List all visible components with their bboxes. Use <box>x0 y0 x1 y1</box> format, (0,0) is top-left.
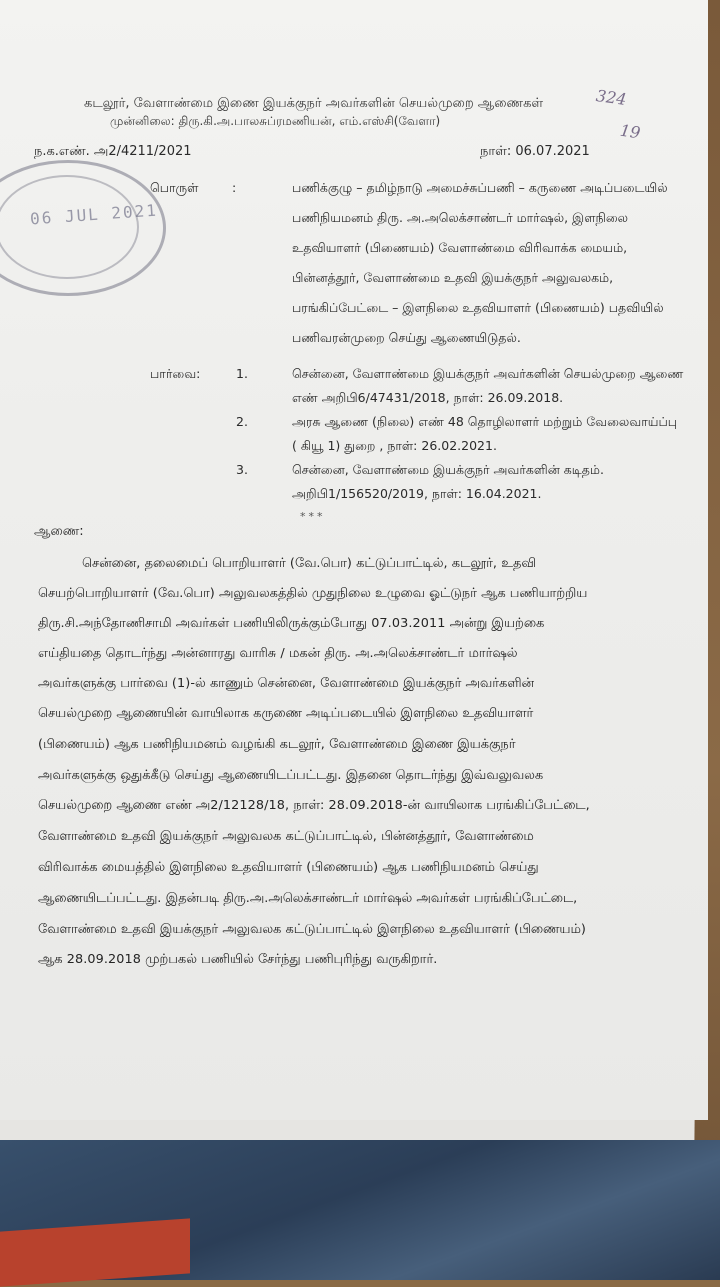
reference-line: சென்னை, வேளாண்மை இயக்குநர் அவர்களின் கடிதம். <box>292 462 604 477</box>
subject-line: பணிவரன்முறை செய்து ஆணையிடுதல். <box>292 330 521 345</box>
reference-number: ந.க.எண். அ2/4211/2021 <box>34 144 192 159</box>
reference-number-3: 3. <box>236 462 248 477</box>
reference-line: அரசு ஆணை (நிலை) எண் 48 தொழிலாளர் மற்றும் வேலைவாய்ப்பு <box>292 414 678 429</box>
separator: *** <box>300 510 326 523</box>
reference-line: அறிபி1/156520/2019, நாள்: 16.04.2021. <box>292 486 542 501</box>
body-line: விரிவாக்க மையத்தில் இளநிலை உதவியாளர் (பிணையம்) ஆக பணிநியமனம் செய்து <box>38 860 539 875</box>
body-line: அவர்களுக்கு ஒதுக்கீடு செய்து ஆணையிடப்பட்டது. இதனை தொடர்ந்து இவ்வலுவலக <box>38 768 544 783</box>
body-line: வேளாண்மை உதவி இயக்குநர் அலுவலக கட்டுப்பாட்டில் இளநிலை உதவியாளர் (பிணையம்) <box>38 922 586 937</box>
subject-line: பணிநியமனம் திரு. அ.அலெக்சாண்டர் மார்ஷல், இளநிலை <box>292 210 629 225</box>
order-label: ஆணை: <box>34 524 84 539</box>
header-line-2: முன்னிலை: திரு.கி.அ.பாலசுப்ரமணியன், எம்.எஸ்சி(வேளா) <box>110 114 441 128</box>
body-line: ஆணையிடப்பட்டது. இதன்படி திரு.அ.அலெக்சாண்டர் மார்ஷல் அவர்கள் பரங்கிப்பேட்டை, <box>38 891 578 906</box>
reference-line: எண் அறிபி6/47431/2018, நாள்: 26.09.2018. <box>292 390 564 405</box>
subject-colon: : <box>232 180 237 195</box>
subject-line: பரங்கிப்பேட்டை – இளநிலை உதவியாளர் (பிணையம்) பதவியில் <box>292 300 664 315</box>
body-line: எய்தியதை தொடர்ந்து அன்னாரது வாரிசு / மகன் திரு. அ.அலெக்சாண்டர் மார்ஷல் <box>38 646 518 661</box>
body-line: செயல்முறை ஆணையின் வாயிலாக கருணை அடிப்படையில் இளநிலை உதவியாளர் <box>38 706 534 721</box>
references-label: பார்வை: <box>150 366 201 381</box>
body-line: செயல்முறை ஆணை எண் அ2/12128/18, நாள்: 28.09.2018-ன் வாயிலாக பரங்கிப்பேட்டை, <box>38 798 590 813</box>
body-line: ஆக 28.09.2018 முற்பகல் பணியில் சேர்ந்து பணிபுரிந்து வருகிறார். <box>38 952 438 967</box>
handwritten-number-top: 324 <box>594 85 628 110</box>
reference-number-2: 2. <box>236 414 248 429</box>
subject-line: பின்னத்தூர், வேளாண்மை உதவி இயக்குநர் அலுவலகம், <box>292 270 614 285</box>
body-line: அவர்களுக்கு பார்வை (1)-ல் காணும் சென்னை, வேளாண்மை இயக்குநர் அவர்களின் <box>38 676 535 691</box>
office-stamp-inner-ring <box>0 175 139 279</box>
body-line: சென்னை, தலைமைப் பொறியாளர் (வே.பொ) கட்டுப்பாட்டில், கடலூர், உதவி <box>82 556 537 571</box>
body-line: திரு.சி.அந்தோணிசாமி அவர்கள் பணியிலிருக்கும்போது 07.03.2011 அன்று இயற்கை <box>38 616 545 631</box>
subject-label: பொருள் <box>150 180 199 195</box>
order-date: நாள்: 06.07.2021 <box>480 144 590 159</box>
stamp-date: 06 JUL 2021 <box>29 200 159 229</box>
handwritten-number-bottom: 19 <box>618 120 642 143</box>
subject-line: பணிக்குழு – தமிழ்நாடு அமைச்சுப்பணி – கருணை அடிப்படையில் <box>292 180 668 195</box>
reference-line: ( கியூ 1) துறை , நாள்: 26.02.2021. <box>292 438 497 453</box>
subject-line: உதவியாளர் (பிணையம்) வேளாண்மை விரிவாக்க மையம், <box>292 240 628 255</box>
header-line-1: கடலூர், வேளாண்மை இணை இயக்குநர் அவர்களின் செயல்முறை ஆணைகள் <box>84 96 544 111</box>
reference-line: சென்னை, வேளாண்மை இயக்குநர் அவர்களின் செயல்முறை ஆணை <box>292 366 684 381</box>
reference-number-1: 1. <box>236 366 248 381</box>
body-line: செயற்பொறியாளர் (வே.பொ) அலுவலகத்தில் முதுநிலை உழுவை ஓட்டுநர் ஆக பணியாற்றிய <box>38 586 588 601</box>
body-line: (பிணையம்) ஆக பணிநியமனம் வழங்கி கடலூர், வேளாண்மை இணை இயக்குநர் <box>38 737 516 752</box>
body-line: வேளாண்மை உதவி இயக்குநர் அலுவலக கட்டுப்பாட்டில், பின்னத்தூர், வேளாண்மை <box>38 829 534 844</box>
